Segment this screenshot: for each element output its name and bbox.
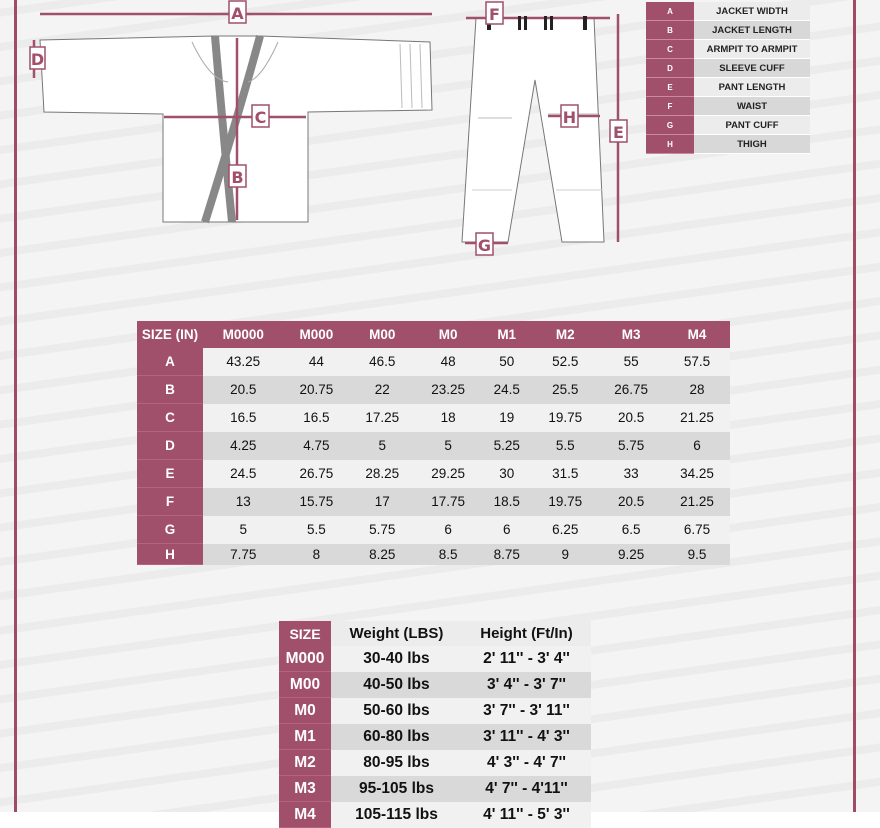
weight-height-row	[279, 802, 591, 828]
measurement-value: 20.5	[598, 404, 664, 432]
size-col-header: M0	[415, 321, 481, 348]
measurement-value: 21.25	[664, 488, 730, 516]
measurement-value: 19.75	[532, 404, 598, 432]
wh-weight: 60-80 lbs	[331, 724, 462, 750]
measurement-value: 26.75	[598, 376, 664, 404]
legend-row	[646, 40, 810, 59]
measurement-value: 5	[203, 516, 283, 544]
measurement-legend	[646, 2, 810, 154]
size-chart-header-label: SIZE (IN)	[137, 321, 203, 348]
measurement-value: 48	[415, 348, 481, 376]
measurement-value: 55	[598, 348, 664, 376]
size-chart-header	[137, 321, 730, 348]
weight-height-row	[279, 776, 591, 802]
svg-text:H: H	[562, 108, 577, 127]
legend-row	[646, 2, 810, 21]
legend-label: ARMPIT TO ARMPIT	[694, 40, 810, 59]
pants-illustration	[462, 14, 618, 243]
wh-height-header: Height (Ft/In)	[462, 621, 591, 646]
wh-size: M00	[279, 672, 331, 698]
weight-height-table	[279, 621, 591, 828]
wh-weight: 105-115 lbs	[331, 802, 462, 828]
svg-text:G: G	[477, 236, 492, 255]
measurement-value: 6.5	[598, 516, 664, 544]
size-col-header: M0000	[203, 321, 283, 348]
weight-height-row	[279, 724, 591, 750]
measurement-value: 5.75	[349, 516, 415, 544]
svg-text:B: B	[231, 168, 244, 187]
measurement-value: 5.25	[481, 432, 532, 460]
measurement-value: 33	[598, 460, 664, 488]
measurement-value: 43.25	[203, 348, 283, 376]
legend-key: A	[646, 2, 694, 21]
label-a	[229, 1, 246, 23]
measurement-value: 21.25	[664, 404, 730, 432]
measurement-value: 44	[283, 348, 349, 376]
wh-height: 4' 3'' - 4' 7''	[462, 750, 591, 776]
legend-row	[646, 78, 810, 97]
measurement-value: 23.25	[415, 376, 481, 404]
measurement-value: 8	[283, 544, 349, 565]
label-h	[561, 105, 578, 127]
measurement-value: 9.25	[598, 544, 664, 565]
measurement-value: 28	[664, 376, 730, 404]
measurement-key: G	[137, 516, 203, 544]
wh-weight: 80-95 lbs	[331, 750, 462, 776]
wh-size: M4	[279, 802, 331, 828]
measurement-value: 17.25	[349, 404, 415, 432]
measurement-value: 7.75	[203, 544, 283, 565]
legend-label: PANT CUFF	[694, 116, 810, 135]
measurement-value: 6	[664, 432, 730, 460]
wh-weight-header: Weight (LBS)	[331, 621, 462, 646]
measurement-value: 18	[415, 404, 481, 432]
measurement-value: 15.75	[283, 488, 349, 516]
legend-key: C	[646, 40, 694, 59]
measurement-key: C	[137, 404, 203, 432]
legend-key: B	[646, 21, 694, 40]
measurement-value: 16.5	[203, 404, 283, 432]
measurement-value: 6	[415, 516, 481, 544]
legend-row	[646, 59, 810, 78]
measurement-value: 4.25	[203, 432, 283, 460]
weight-height-row	[279, 750, 591, 776]
legend-key: F	[646, 97, 694, 116]
measurement-value: 17.75	[415, 488, 481, 516]
size-chart-row	[137, 516, 730, 544]
jacket-illustration	[34, 14, 432, 222]
svg-text:C: C	[254, 108, 267, 127]
wh-size: M1	[279, 724, 331, 750]
measurement-value: 24.5	[203, 460, 283, 488]
wh-weight: 40-50 lbs	[331, 672, 462, 698]
measurement-value: 5.75	[598, 432, 664, 460]
measurement-value: 20.75	[283, 376, 349, 404]
wh-size: M0	[279, 698, 331, 724]
weight-height-row	[279, 672, 591, 698]
wh-height: 3' 4'' - 3' 7''	[462, 672, 591, 698]
wh-height: 4' 11'' - 5' 3''	[462, 802, 591, 828]
size-col-header: M1	[481, 321, 532, 348]
weight-height-row	[279, 698, 591, 724]
legend-row	[646, 116, 810, 135]
svg-text:A: A	[231, 4, 244, 23]
measurement-value: 19	[481, 404, 532, 432]
legend-row	[646, 21, 810, 40]
measurement-value: 31.5	[532, 460, 598, 488]
measurement-key: H	[137, 544, 203, 565]
measurement-value: 5	[415, 432, 481, 460]
measurement-value: 28.25	[349, 460, 415, 488]
legend-row	[646, 97, 810, 116]
measurement-value: 57.5	[664, 348, 730, 376]
wh-weight: 95-105 lbs	[331, 776, 462, 802]
measurement-value: 9.5	[664, 544, 730, 565]
wh-size-header: SIZE	[279, 621, 331, 646]
wh-size: M000	[279, 646, 331, 672]
size-chart-row	[137, 432, 730, 460]
wh-size: M2	[279, 750, 331, 776]
wh-height: 2' 11'' - 3' 4''	[462, 646, 591, 672]
size-col-header: M00	[349, 321, 415, 348]
size-col-header: M3	[598, 321, 664, 348]
size-chart-row	[137, 460, 730, 488]
label-d	[30, 47, 45, 69]
size-chart-row	[137, 544, 730, 565]
measurement-value: 20.5	[203, 376, 283, 404]
measurement-value: 9	[532, 544, 598, 565]
measurement-value: 16.5	[283, 404, 349, 432]
measurement-value: 17	[349, 488, 415, 516]
measurement-value: 6.25	[532, 516, 598, 544]
legend-key: G	[646, 116, 694, 135]
measurement-value: 34.25	[664, 460, 730, 488]
size-chart-table	[137, 321, 730, 565]
weight-height-header	[279, 621, 591, 646]
measurement-key: E	[137, 460, 203, 488]
legend-row	[646, 135, 810, 154]
size-chart-row	[137, 488, 730, 516]
measurement-value: 5.5	[283, 516, 349, 544]
measurement-key: F	[137, 488, 203, 516]
measurement-value: 4.75	[283, 432, 349, 460]
measurement-value: 29.25	[415, 460, 481, 488]
legend-label: JACKET WIDTH	[694, 2, 810, 21]
measurement-value: 22	[349, 376, 415, 404]
label-e	[610, 120, 627, 142]
weight-height-row	[279, 646, 591, 672]
measurement-value: 25.5	[532, 376, 598, 404]
legend-key: E	[646, 78, 694, 97]
measurement-value: 30	[481, 460, 532, 488]
measurement-value: 5.5	[532, 432, 598, 460]
measurement-value: 13	[203, 488, 283, 516]
label-c	[252, 105, 269, 127]
measurement-value: 8.75	[481, 544, 532, 565]
measurement-value: 50	[481, 348, 532, 376]
measurement-value: 18.5	[481, 488, 532, 516]
size-col-header: M000	[283, 321, 349, 348]
svg-text:F: F	[489, 5, 500, 24]
measurement-key: D	[137, 432, 203, 460]
wh-height: 3' 7'' - 3' 11''	[462, 698, 591, 724]
measurement-key: A	[137, 348, 203, 376]
label-g	[476, 233, 493, 255]
legend-label: SLEEVE CUFF	[694, 59, 810, 78]
wh-weight: 30-40 lbs	[331, 646, 462, 672]
size-col-header: M4	[664, 321, 730, 348]
size-chart-row	[137, 348, 730, 376]
legend-label: PANT LENGTH	[694, 78, 810, 97]
measurement-value: 19.75	[532, 488, 598, 516]
svg-text:D: D	[30, 50, 45, 69]
measurement-value: 8.25	[349, 544, 415, 565]
wh-height: 4' 7'' - 4'11''	[462, 776, 591, 802]
measurement-key: B	[137, 376, 203, 404]
wh-weight: 50-60 lbs	[331, 698, 462, 724]
measurement-value: 6.75	[664, 516, 730, 544]
measurement-value: 6	[481, 516, 532, 544]
svg-text:E: E	[613, 123, 624, 142]
legend-key: H	[646, 135, 694, 154]
label-f	[486, 2, 503, 24]
measurement-value: 20.5	[598, 488, 664, 516]
legend-label: JACKET LENGTH	[694, 21, 810, 40]
legend-key: D	[646, 59, 694, 78]
measurement-value: 8.5	[415, 544, 481, 565]
legend-label: WAIST	[694, 97, 810, 116]
wh-size: M3	[279, 776, 331, 802]
size-chart-row	[137, 404, 730, 432]
measurement-value: 24.5	[481, 376, 532, 404]
measurement-value: 5	[349, 432, 415, 460]
size-chart-row	[137, 376, 730, 404]
size-col-header: M2	[532, 321, 598, 348]
legend-label: THIGH	[694, 135, 810, 154]
measurement-value: 52.5	[532, 348, 598, 376]
measurement-value: 26.75	[283, 460, 349, 488]
measurement-value: 46.5	[349, 348, 415, 376]
wh-height: 3' 11'' - 4' 3''	[462, 724, 591, 750]
label-b	[229, 165, 246, 187]
